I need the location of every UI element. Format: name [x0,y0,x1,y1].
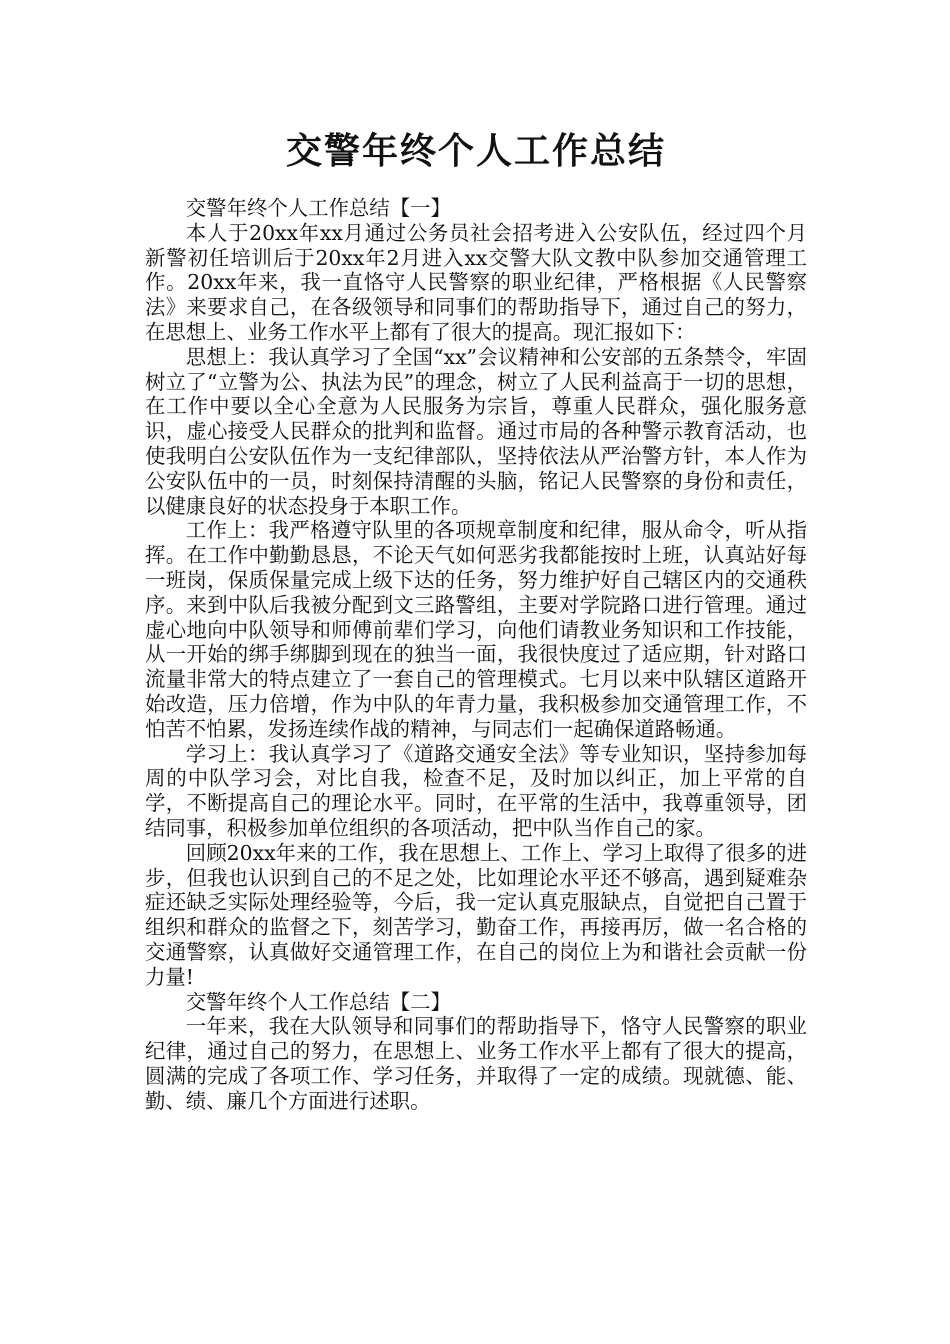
section-heading: 交警年终个人工作总结【一】 [185,196,451,220]
section-1 [145,196,807,990]
paragraph: 回顾20xx年来的工作，我在思想上、工作上、学习上取得了很多的进步，但我也认识到自己的不足之处，比如理论水平还不够高，遇到疑难杂症还缺乏实际处理经验等，今后，我一定认真克服缺点，自觉把自己置于组织和群众的监督之下，刻苦学习，勤奋工作，再接再厉，做一名合格的交通警察，认真做好交通管理工作，在自己的岗位上为和谐社会贡献一份力量! [145,840,807,989]
paragraph: 学习上：我认真学习了《道路交通安全法》等专业知识，坚持参加每周的中队学习会，对比自我，检查不足，及时加以纠正，加上平常的自学，不断提高自己的理论水平。同时，在平常的生活中，我尊重领导，团结同事，积极参加单位组织的各项活动，把中队当作自己的家。 [145,741,807,840]
paragraph: 本人于20xx年xx月通过公务员社会招考进入公安队伍，经过四个月新警初任培训后于20xx年2月进入xx交警大队文教中队参加交通管理工作。20xx年来，我一直恪守人民警察的职业纪律，严格根据《人民警察法》来要求自己，在各级领导和同事们的帮助指导下，通过自己的努力，在思想上、业务工作水平上都有了很大的提高。现汇报如下： [145,220,807,344]
section-heading: 交警年终个人工作总结【二】 [185,989,451,1014]
document-title: 交警年终个人工作总结 [285,131,666,172]
paragraph: 一年来，我在大队领导和同事们的帮助指导下，恪守人民警察的职业纪律，通过自己的努力，在思想上、业务工作水平上都有了很大的提高，圆满的完成了各项工作、学习任务，并取得了一定的成绩。现就德、能、勤、绩、廉几个方面进行述职。 [145,1014,807,1113]
paragraph: 工作上：我严格遵守队里的各项规章制度和纪律，服从命令，听从指挥。在工作中勤勤恳恳，不论天气如何恶劣我都能按时上班，认真站好每一班岗，保质保量完成上级下达的任务，努力维护好自己辖区内的交通秩序。来到中队后我被分配到文三路警组，主要对学院路口进行管理。通过虚心地向中队领导和师傅前辈们学习，向他们请教业务知识和工作技能，从一开始的绑手绑脚到现在的独当一面，我很快度过了适应期，针对路口流量非常大的特点建立了一套自己的管理模式。七月以来中队辖区道路开始改造，压力倍增，作为中队的年青力量，我积极参加交通管理工作，不怕苦不怕累，发扬连续作战的精神，与同志们一起确保道路畅通。 [145,518,807,741]
paragraph: 思想上：我认真学习了全国“xx”会议精神和公安部的五条禁令，牢固树立了“立警为公、执法为民”的理念，树立了人民利益高于一切的思想，在工作中要以全心全意为人民服务为宗旨，尊重人民群众，强化服务意识，虚心接受人民群众的批判和监督。通过市局的各种警示教育活动，也使我明白公安队伍作为一支纪律部队，坚持依法从严治警方针，本人作为公安队伍中的一员，时刻保持清醒的头脑，铭记人民警察的身份和责任，以健康良好的状态投身于本职工作。 [145,344,807,518]
section-2 [145,990,807,1114]
document-page [145,122,807,1113]
